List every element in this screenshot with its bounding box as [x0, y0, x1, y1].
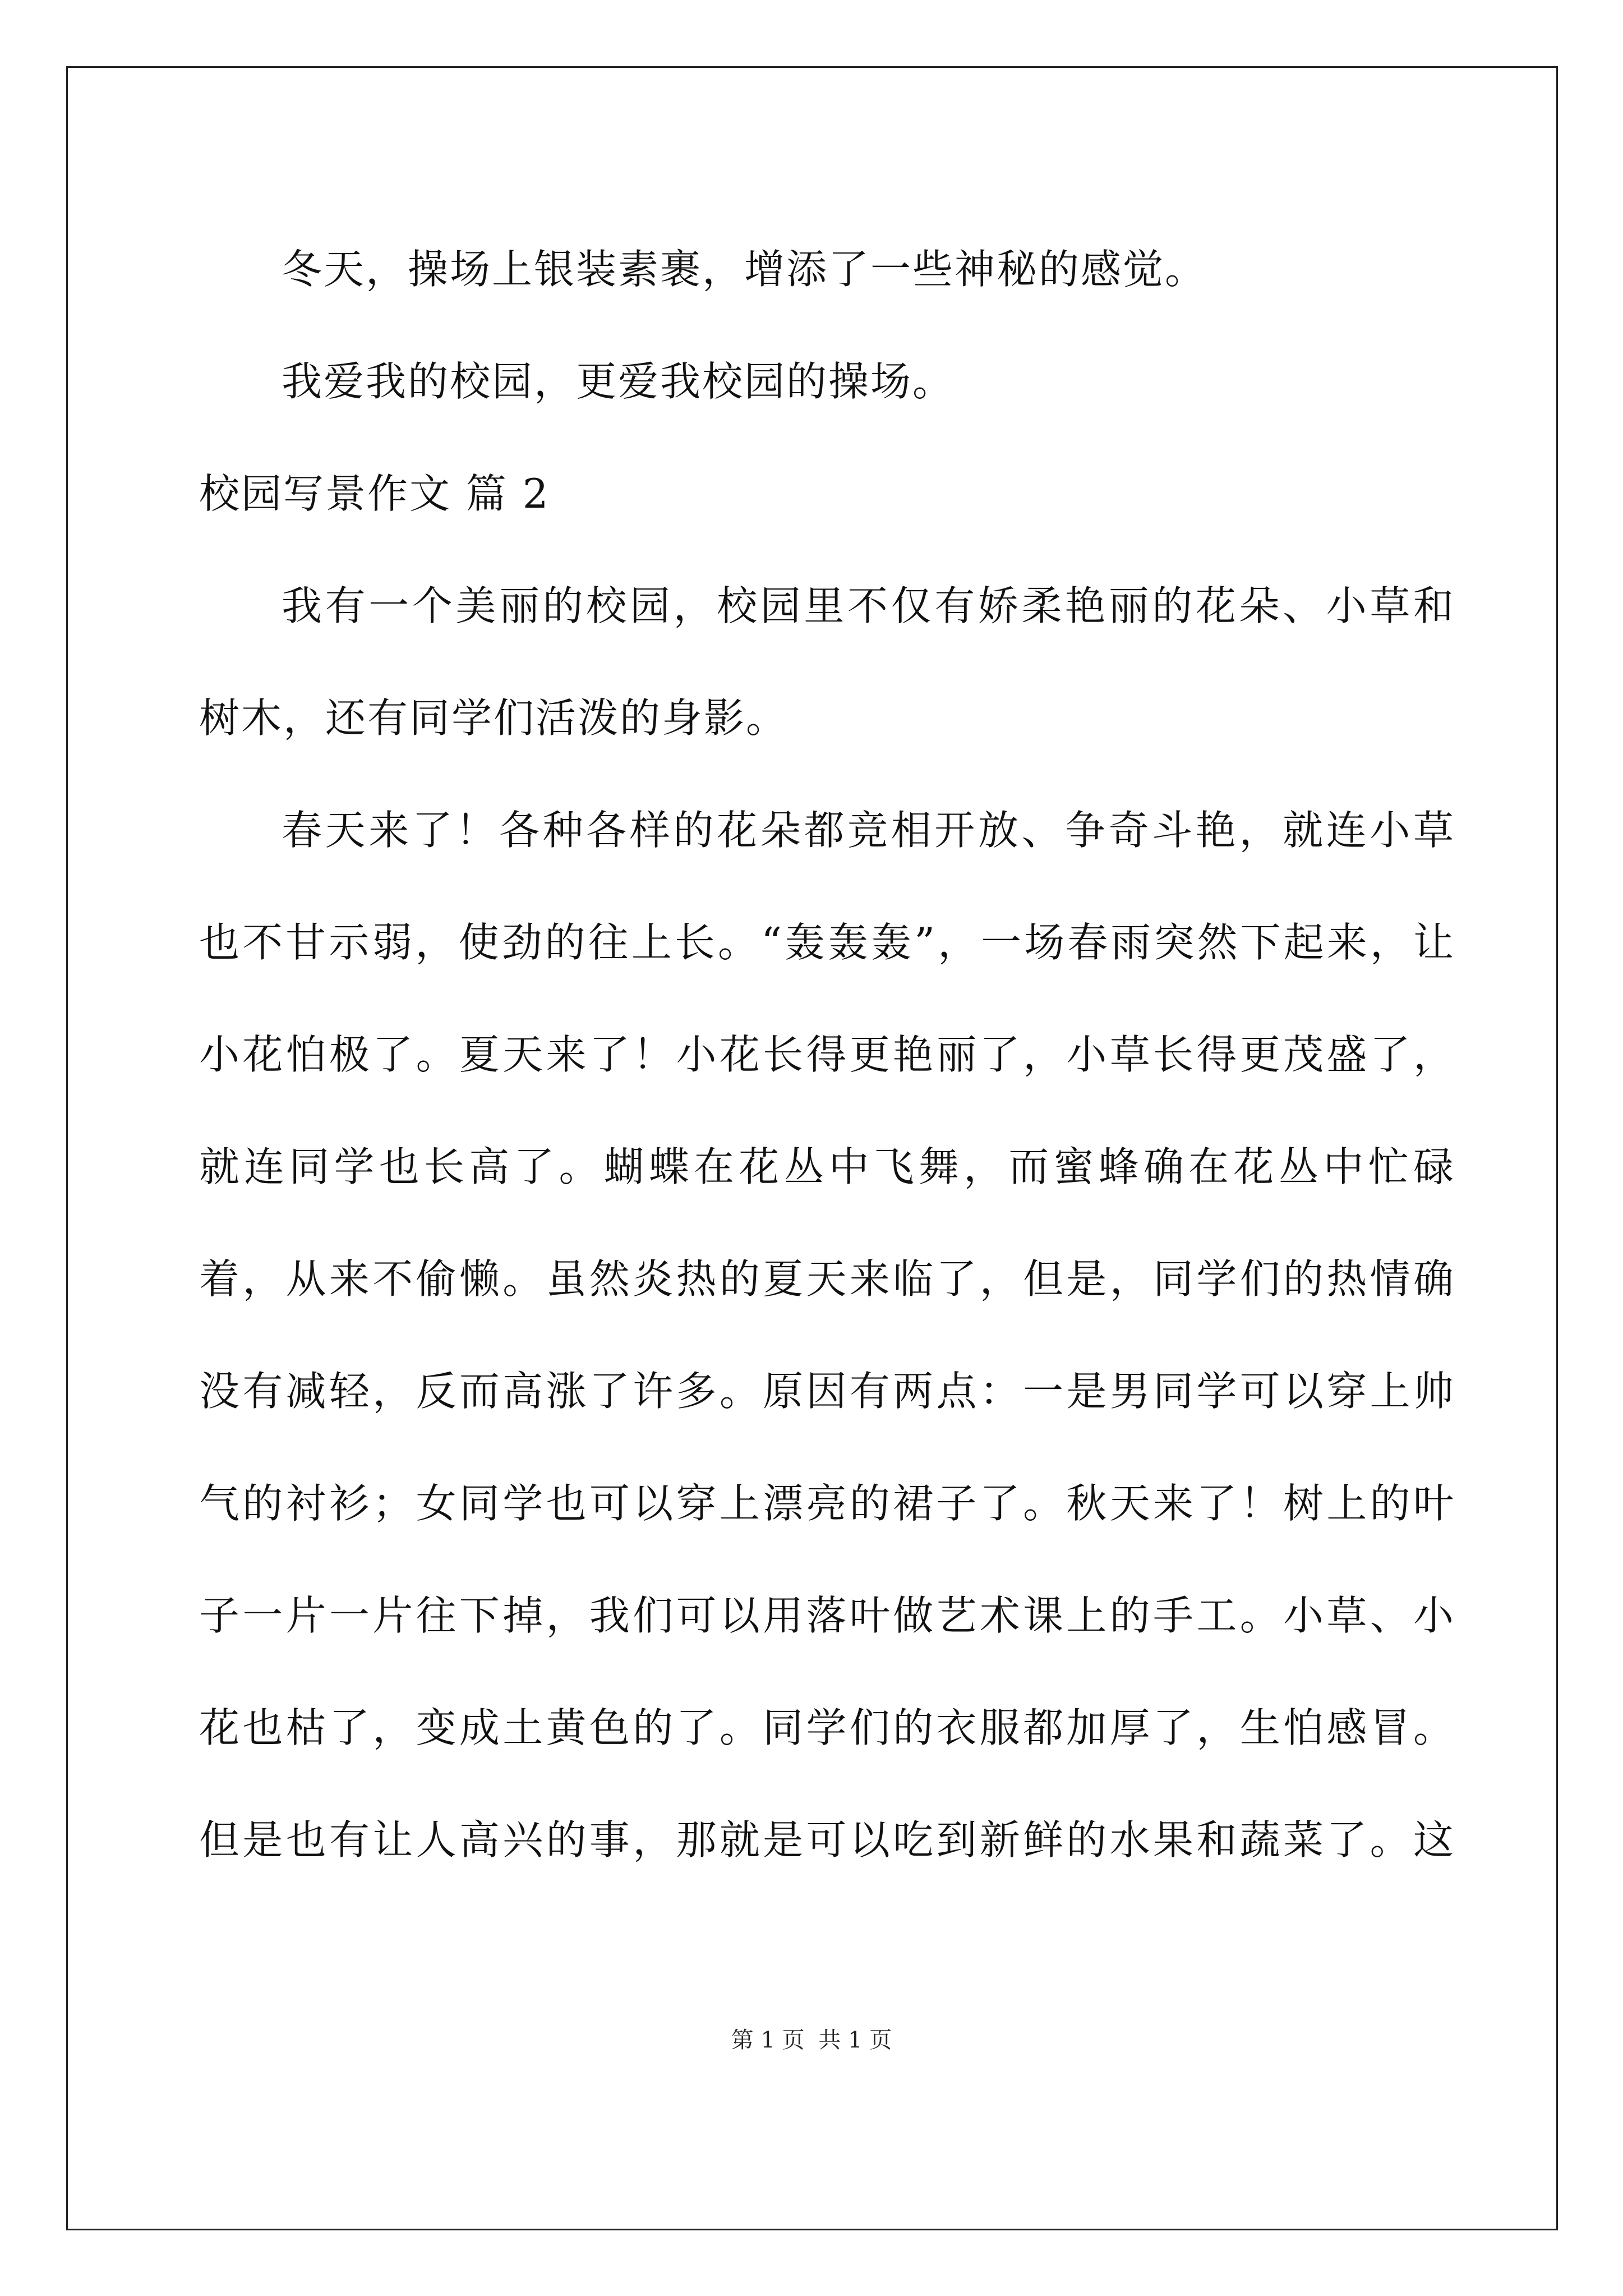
paragraph: 春天来了！各种各样的花朵都竞相开放、争奇斗艳，就连小草也不甘示弱，使劲的往上长。“轰轰轰”，一场春雨突然下起来，让小花怕极了。夏天来了！小花长得更艳丽了，小草长得更茂盛了，就连同学也长高了。蝴蝶在花丛中飞舞，而蜜蜂确在花丛中忙碌着，从来不偷懒。虽然炎热的夏天来临了，但是，同学们的热情确没有减轻，反而高涨了许多。原因有两点：一是男同学可以穿上帅气的衬衫；女同学也可以穿上漂亮的裙子了。秋天来了！树上的叶子一片一片往下掉，我们可以用落叶做艺术课上的手工。小草、小花也枯了，变成土黄色的了。同学们的衣服都加厚了，生怕感冒。但是也有让人高兴的事，那就是可以吃到新鲜的水果和蔬菜了。这	[199, 807, 1455, 1864]
paragraph: 我有一个美丽的校园，校园里不仅有娇柔艳丽的花朵、小草和树木，还有同学们活泼的身影。	[199, 582, 1455, 742]
paragraph: 我爱我的校园，更爱我校园的操场。	[282, 358, 955, 405]
document-body	[199, 213, 1455, 1896]
paragraph: 冬天，操场上银装素裹，增添了一些神秘的感觉。	[282, 246, 1207, 293]
page-number: 第 1 页	[731, 2027, 805, 2053]
page-footer	[0, 2022, 1623, 2054]
page-total: 共 1 页	[818, 2027, 892, 2053]
section-title: 校园写景作文 篇 2	[199, 470, 550, 517]
